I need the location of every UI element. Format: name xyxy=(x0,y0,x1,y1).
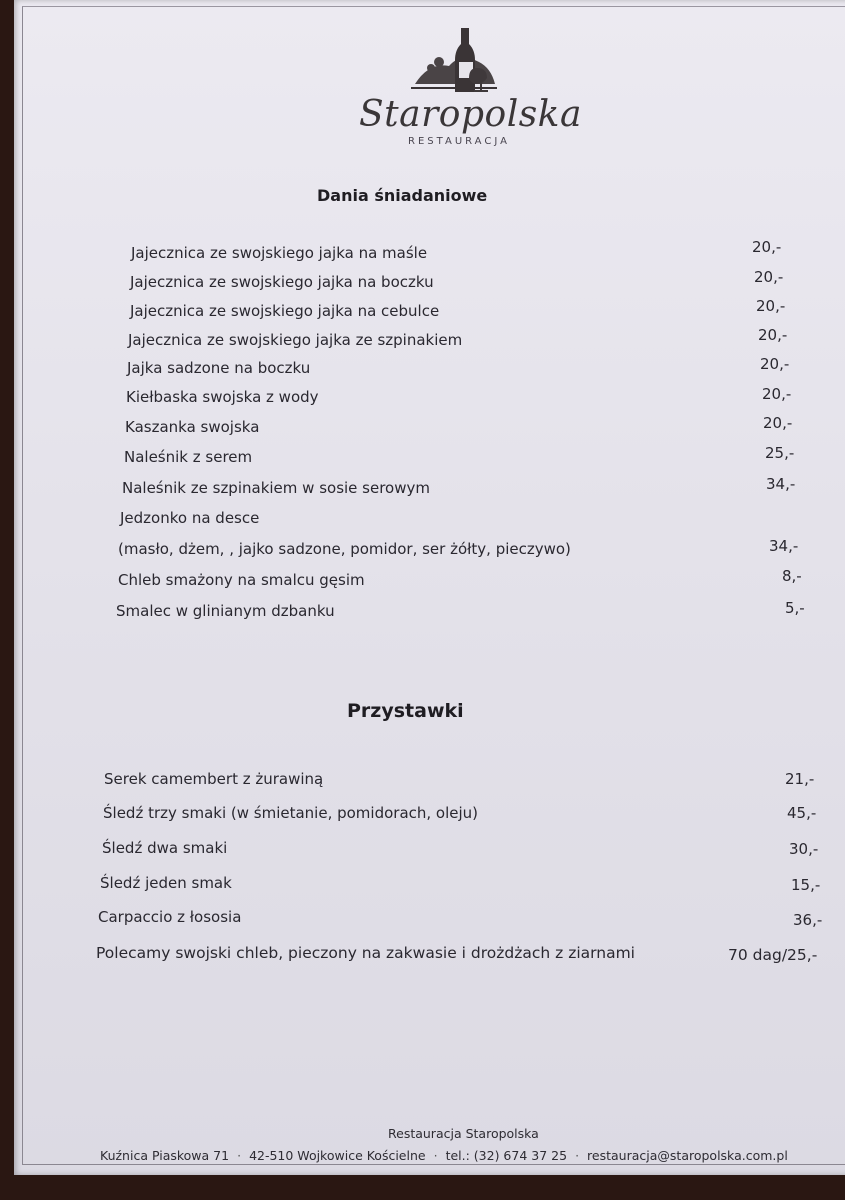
menu-item-price: 20,- xyxy=(756,297,786,315)
menu-item-name: Serek camembert z żurawiną xyxy=(104,770,324,788)
menu-item-name: Jajecznica ze swojskiego jajka na boczku xyxy=(130,273,434,291)
menu-item-price: 36,- xyxy=(793,911,823,929)
brand-subtitle: RESTAURACJA xyxy=(408,136,510,147)
menu-item-price: 45,- xyxy=(787,804,817,822)
menu-item-name: Smalec w glinianym dzbanku xyxy=(116,602,335,620)
menu-item-price: 20,- xyxy=(762,385,792,403)
menu-item-name: Polecamy swojski chleb, pieczony na zakwasie i drożdżach z ziarnami xyxy=(96,944,635,962)
menu-item-name: Śledź dwa smaki xyxy=(102,839,228,857)
menu-item-price: 21,- xyxy=(785,770,815,788)
menu-item-name: Carpaccio z łososia xyxy=(98,908,242,926)
footer-restaurant-name: Restauracja Staropolska xyxy=(388,1126,539,1141)
menu-item-price: 34,- xyxy=(766,475,796,493)
menu-item-price: 5,- xyxy=(785,599,805,617)
brand-name: Staropolska xyxy=(359,94,582,135)
menu-item-name: Śledź trzy smaki (w śmietanie, pomidorach, oleju) xyxy=(103,804,479,822)
menu-item-price: 20,- xyxy=(758,326,788,344)
menu-item-name: (masło, dżem, , jajko sadzone, pomidor, ser żółty, pieczywo) xyxy=(118,540,571,558)
separator-dot-icon: · xyxy=(575,1148,580,1163)
footer-email: restauracja@staropolska.com.pl xyxy=(587,1148,788,1163)
menu-item-price: 20,- xyxy=(754,268,784,286)
menu-page xyxy=(14,0,845,1175)
footer-city: 42-510 Wojkowice Kościelne xyxy=(249,1148,426,1163)
separator-dot-icon: · xyxy=(237,1148,242,1163)
separator-dot-icon: · xyxy=(433,1148,438,1163)
footer-contact-line xyxy=(100,1148,788,1163)
menu-item-price: 25,- xyxy=(765,444,795,462)
menu-item-name: Naleśnik z serem xyxy=(124,448,253,466)
footer-address: Kuźnica Piaskowa 71 xyxy=(100,1148,230,1163)
menu-item-name: Naleśnik ze szpinakiem w sosie serowym xyxy=(122,479,430,497)
menu-item-name: Jajecznica ze swojskiego jajka na cebulce xyxy=(130,302,440,320)
menu-item-name: Jajka sadzone na boczku xyxy=(127,359,311,377)
section-title-starters: Przystawki xyxy=(347,700,464,722)
menu-item-price: 70 dag/25,- xyxy=(728,946,818,964)
menu-item-price: 20,- xyxy=(752,238,782,256)
section-title-breakfast: Dania śniadaniowe xyxy=(317,186,488,205)
menu-item-name: Śledź jeden smak xyxy=(100,874,232,892)
wine-bottle-logo-icon xyxy=(409,22,499,98)
menu-item-price: 34,- xyxy=(769,537,799,555)
menu-item-price: 8,- xyxy=(782,567,802,585)
menu-item-name: Jajecznica ze swojskiego jajka na maśle xyxy=(131,244,428,262)
menu-item-price: 30,- xyxy=(789,840,819,858)
menu-item-name: Kaszanka swojska xyxy=(125,418,260,436)
menu-item-price: 15,- xyxy=(791,876,821,894)
menu-item-price: 20,- xyxy=(763,414,793,432)
footer-phone: tel.: (32) 674 37 25 xyxy=(445,1148,568,1163)
menu-item-name: Kiełbaska swojska z wody xyxy=(126,388,319,406)
menu-item-price: 20,- xyxy=(760,355,790,373)
menu-item-name: Jedzonko na desce xyxy=(120,509,260,527)
menu-item-name: Chleb smażony na smalcu gęsim xyxy=(118,571,365,589)
restaurant-logo xyxy=(359,18,582,148)
menu-item-name: Jajecznica ze swojskiego jajka ze szpinakiem xyxy=(128,331,463,349)
